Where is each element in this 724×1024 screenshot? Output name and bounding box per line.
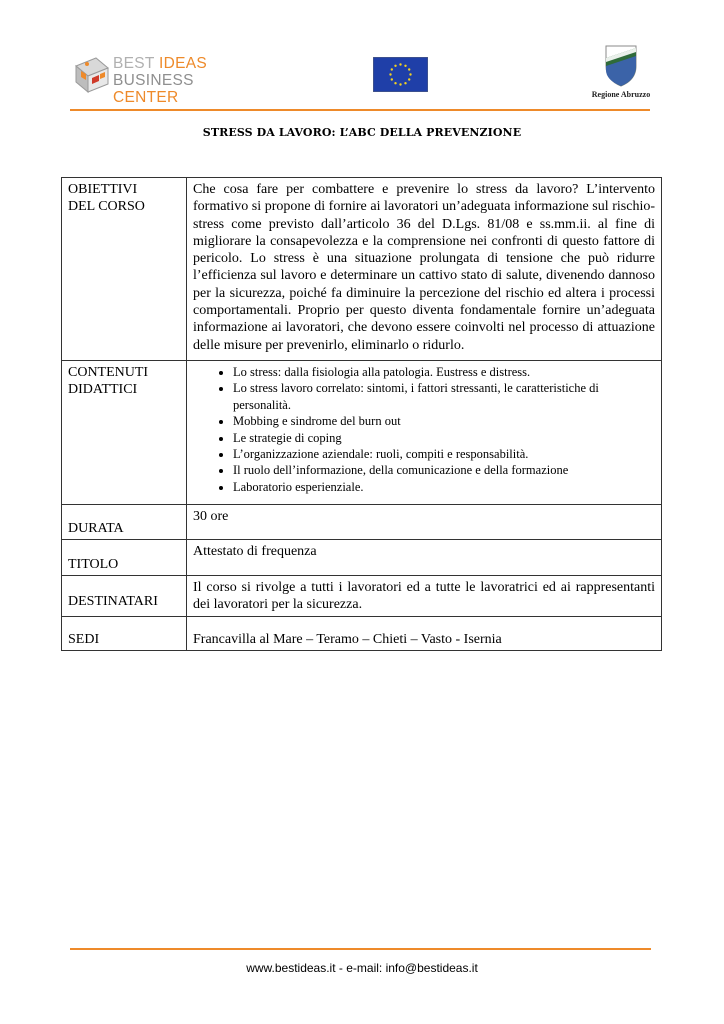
list-item: • Mobbing e sindrome del burn out — [233, 413, 655, 429]
duration-value: 30 ore — [187, 505, 662, 540]
objectives-label-line1: OBIETTIVI — [68, 182, 138, 197]
list-item: • Le strategie di coping — [233, 430, 655, 446]
recipients-label: DESTINATARI — [62, 576, 187, 617]
objectives-text: Che cosa fare per combattere e prevenire lo stress da lavoro? L’intervento formativo si propone di fornire ai lavoratori un’adeguata informazione sul rischio-stress come previsto dall’articolo 36 del D.Lgs. 81/08 e ss.mm.ii. al fine di migliorare la consapevolezza e la comprensione nei confronti di questo fattore di pericolo. Lo stress è una situazione prolungata di tensione che può ridurre l’efficienza sul lavoro e determinare un cattivo stato di salute, divenendo dannoso per la sicurezza, poiché fa diminuire la percezione del rischio ed altera i processi comportamentali. Proprio per questo diventa fondamentale fornire un’adeguata informazione ai lavoratori, che devono essere coinvolti nel processo di attuazione delle misure per prevenirlo, eliminarlo o ridurlo. — [187, 178, 662, 361]
table-row-locations — [62, 616, 662, 650]
locations-value: Francavilla al Mare – Teramo – Chieti – Vasto - Isernia — [187, 616, 662, 650]
table-row-contents — [62, 361, 662, 505]
list-item: • Il ruolo dell’informazione, della comunicazione e della formazione — [233, 462, 655, 478]
title-label: TITOLO — [62, 540, 187, 576]
course-info-table — [61, 177, 662, 651]
table-row-title — [62, 540, 662, 576]
best-ideas-logo — [72, 52, 262, 106]
duration-label: DURATA — [62, 505, 187, 540]
objectives-label — [62, 178, 187, 361]
table-row-duration — [62, 505, 662, 540]
contents-label — [62, 361, 187, 505]
contents-list-cell — [187, 361, 662, 505]
region-label: Regione Abruzzo — [591, 90, 651, 99]
header-divider — [70, 109, 650, 111]
list-item: • Laboratorio esperienziale. — [233, 479, 655, 495]
list-item: • Lo stress: dalla fisiologia alla patologia. Eustress e distress. — [233, 364, 655, 380]
locations-label: SEDI — [62, 616, 187, 650]
eu-flag-icon — [373, 57, 428, 92]
logo-word-ideas: IDEAS — [159, 55, 208, 72]
table-row-objectives — [62, 178, 662, 361]
logo-word-business: BUSINESS — [113, 72, 194, 89]
best-ideas-emblem-icon — [72, 52, 112, 96]
logo-word-center: CENTER — [113, 89, 179, 106]
list-item: • Lo stress lavoro correlato: sintomi, i fattori stressanti, le caratteristiche di personalità. — [233, 380, 655, 413]
page-header — [0, 0, 724, 112]
document-title: STRESS DA LAVORO: L’ABC DELLA PREVENZIONE — [202, 126, 522, 139]
objectives-label-line2: DEL CORSO — [68, 199, 145, 215]
table-row-recipients — [62, 576, 662, 617]
title-value: Attestato di frequenza — [187, 540, 662, 576]
contents-label-line1: CONTENUTI — [68, 365, 149, 380]
logo-word-best: BEST — [113, 55, 160, 72]
recipients-value: Il corso si rivolge a tutti i lavoratori ed a tutte le lavoratrici ed ai rappresentanti dei lavoratori per la sicurezza. — [187, 576, 662, 617]
footer-contact: www.bestideas.it - e-mail: info@bestideas.it — [246, 961, 478, 975]
contents-label-line2: DIDATTICI — [68, 382, 138, 398]
list-item: • L’organizzazione aziendale: ruoli, compiti e responsabilità. — [233, 446, 655, 462]
footer-divider — [70, 948, 651, 950]
contents-list — [193, 364, 655, 495]
